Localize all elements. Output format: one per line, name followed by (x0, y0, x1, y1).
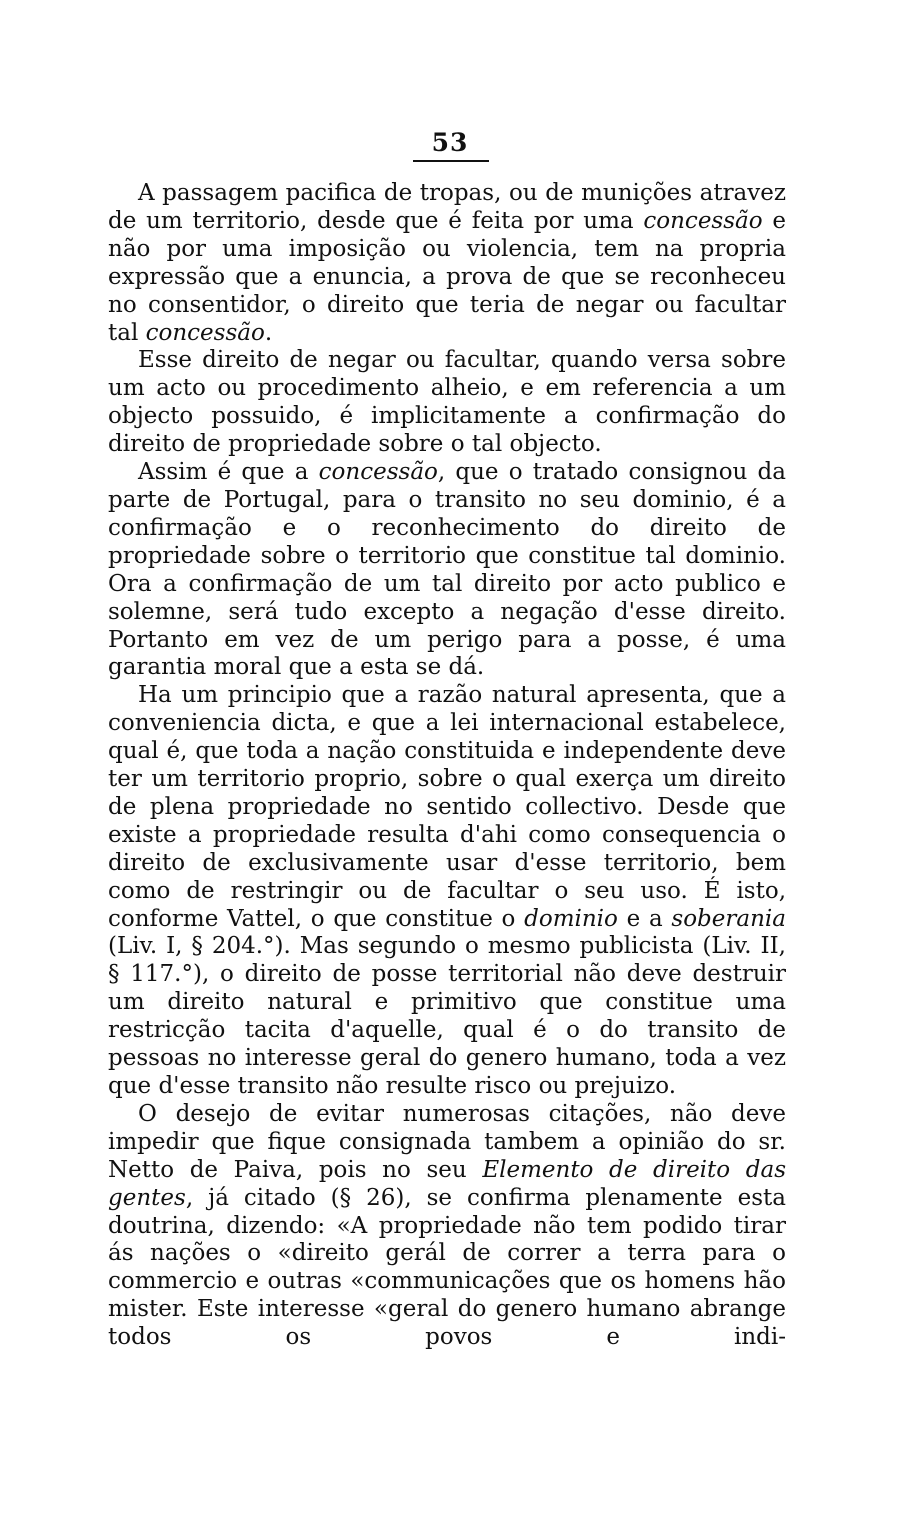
text-segment: e a (617, 905, 672, 932)
paragraph-4 (108, 682, 786, 1101)
paragraph-3 (108, 459, 786, 682)
text-segment: e não por uma imposição ou violencia, tem na propria expressão que a enuncia, a prova de que se reconheceu no consentidor, o direito que teria de negar ou facultar tal (108, 207, 786, 346)
paragraph-2 (108, 347, 786, 459)
text-segment: Esse direito de negar ou facultar, quando versa sobre um acto ou procedimento alheio, e em referencia a um objecto possuido, é implicitamente a confirmação do direito de propriedade sobre o tal objecto. (108, 347, 786, 458)
text-segment: (Liv. I, § 204.°). Mas segundo o mesmo publicista (Liv. II, § 117.°), o direito de posse territorial não deve destruir um direito natural e primitivo que constitue uma restricção tacita d'aquelle, qual é o do transito de pessoas no interesse geral do genero humano, toda a vez que d'esse transito não resulte risco ou prejuizo. (108, 933, 786, 1099)
italic-term: soberania (671, 905, 786, 932)
text-segment: . (264, 319, 273, 346)
text-segment: O desejo de evitar numerosas citações, não deve impedir que fique consignada tambem a opinião do sr. Netto de Paiva, pois no seu (108, 1100, 786, 1183)
italic-term: concessão (643, 207, 763, 234)
text-segment: Assim é que a (138, 459, 319, 486)
text-segment: Ha um principio que a razão natural apresenta, que a conveniencia dicta, e que a lei internacional estabelece, qual é, que toda a nação constituida e independente deve ter um territorio proprio, sobre o qual exerça um direito de plena propriedade no sentido collectivo. Desde que existe a propriedade resulta d'ahi como consequencia o direito de exclusivamente usar d'esse territorio, bem como de restringir ou de facultar o seu uso. É isto, conforme Vattel, o que constitue o (108, 682, 786, 932)
italic-term: Elemento de direito das gentes (108, 1156, 786, 1211)
text-segment: , já citado (§ 26), se confirma plenamente esta doutrina, dizendo: «A propriedade não tem podido tirar ás nações o «direito gerál de correr a terra para o commercio e outras «communicações que os homens hão mister. Este interesse «geral do genero humano abrange todos os povos e indi- (108, 1184, 786, 1351)
italic-term: dominio (524, 905, 618, 932)
page-body (108, 180, 786, 1352)
page-number: 53 (431, 128, 469, 157)
text-segment: , que o tratado consignou da parte de Portugal, para o transito no seu dominio, é a confirmação e o reconhecimento do direito de propriedade sobre o territorio que constitue tal dominio. Ora a confirmação de um tal direito por acto publico e solemne, será tudo excepto a negação d'esse direito. Portanto em vez de um perigo para a posse, é uma garantia moral que a esta se dá. (108, 459, 786, 681)
paragraph-1 (108, 180, 786, 347)
text-segment: A passagem pacifica de tropas, ou de munições atravez de um territorio, desde que é feita por uma (108, 180, 786, 234)
page-number-rule (413, 160, 489, 162)
italic-term: concessão (145, 319, 265, 346)
paragraph-5 (108, 1101, 786, 1352)
italic-term: concessão (318, 459, 438, 486)
